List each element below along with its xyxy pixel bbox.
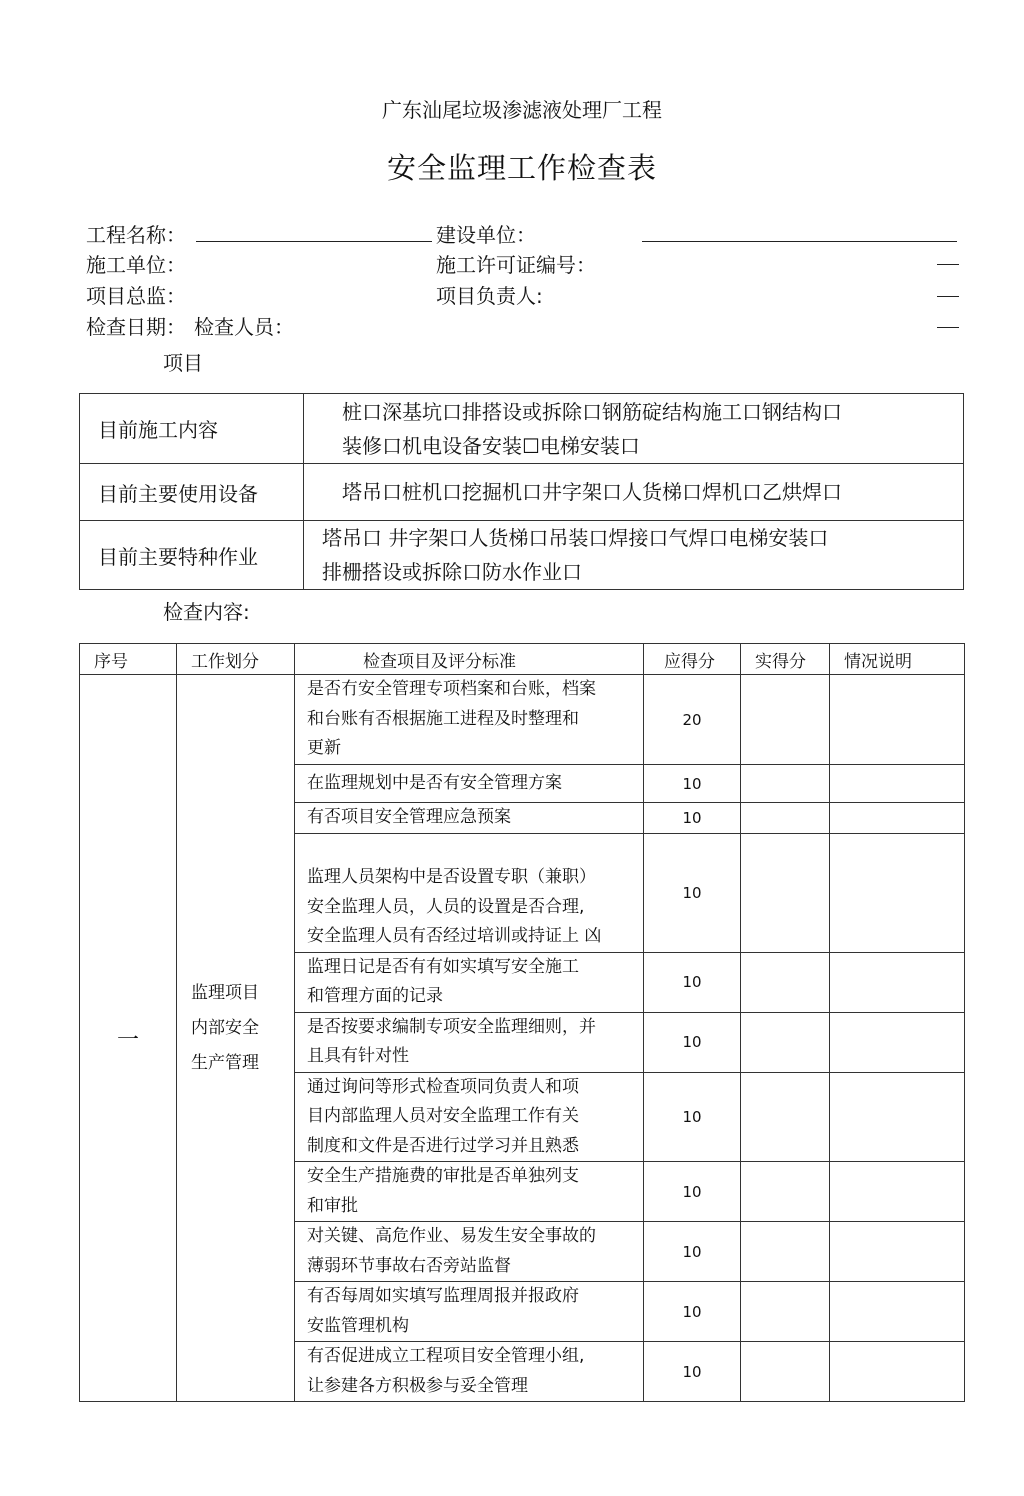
score-cell: 10 [644, 765, 741, 803]
dash-mark [937, 327, 959, 328]
score-cell: 20 [644, 675, 741, 765]
item-line: 安全监理人员，人员的设置是否合理, [307, 896, 585, 917]
header-note: 情况说明 [830, 644, 965, 675]
item-line: 安监管理机构 [307, 1315, 409, 1336]
info-line: 装修口机电设备安装☐电梯安装口 [342, 433, 640, 458]
item-line: 是否冇安全管理专项档案和台账，档案 [307, 679, 596, 700]
header-seq: 序号 [80, 644, 177, 675]
chief-supervisor-label: 项目总监： [86, 284, 186, 308]
project-name-blank[interactable] [196, 241, 432, 242]
actual-score-cell[interactable] [741, 1162, 830, 1222]
actual-score-cell[interactable] [741, 1072, 830, 1162]
dash-mark [937, 296, 959, 297]
division-line: 内部安全 [191, 1017, 259, 1038]
item-line: 有否每周如实填写监理周报并报政府 [307, 1286, 579, 1306]
actual-score-cell[interactable] [741, 765, 830, 803]
contractor-label: 施工单位： [86, 253, 186, 277]
info-value [304, 464, 964, 521]
item-line: 安全监理人员有否经过培训或持证上 凶 [307, 926, 602, 946]
score-cell: 10 [644, 833, 741, 952]
item-line: 制度和文件是否进行过学习并且熟悉 [307, 1135, 579, 1156]
note-cell[interactable] [830, 1162, 965, 1222]
seq-cell: 一 [80, 675, 177, 1402]
note-cell[interactable] [830, 1342, 965, 1402]
project-name-label: 工程名称： [86, 223, 186, 247]
note-cell[interactable] [830, 803, 965, 834]
actual-score-cell[interactable] [741, 1342, 830, 1402]
item-line: 且具有针对性 [307, 1046, 409, 1066]
info-line: 排栅搭设或拆除口防水作业口 [322, 560, 582, 584]
score-cell: 10 [644, 1012, 741, 1072]
current-status-table [79, 393, 964, 590]
score-cell: 10 [644, 803, 741, 834]
header-division: 工作划分 [177, 644, 295, 675]
item-line: 在监理规划中是否有安全管理方案 [307, 772, 562, 793]
item-line: 监理人员架构中是否设置专职（兼职） [307, 867, 596, 887]
check-item [295, 1072, 644, 1162]
check-item [295, 675, 644, 765]
score-cell: 10 [644, 1222, 741, 1282]
division-cell [177, 675, 295, 1402]
item-section-label: 项目 [163, 351, 203, 375]
table-row [80, 675, 965, 765]
item-line: 有否项目安全管理应急预案 [307, 807, 511, 827]
builder-blank[interactable] [642, 241, 957, 242]
header-actual: 实得分 [741, 644, 830, 675]
item-line: 目内部监理人员对安全监理工作有关 [307, 1106, 579, 1126]
info-row-special-work [80, 521, 964, 590]
actual-score-cell[interactable] [741, 803, 830, 834]
score-cell: 10 [644, 952, 741, 1012]
item-line: 通过询问等形式检查项同负责人和项 [307, 1076, 579, 1097]
note-cell[interactable] [830, 765, 965, 803]
permit-number-label: 施工许可证编号： [436, 253, 596, 277]
item-line: 监理日记是否有有如实填写安全施工 [307, 956, 579, 977]
note-cell[interactable] [830, 1222, 965, 1282]
item-line: 是否按要求编制专项安全监理细则，并 [307, 1016, 596, 1037]
score-cell: 10 [644, 1282, 741, 1342]
builder-label: 建设单位： [436, 223, 536, 247]
info-row-equipment [80, 464, 964, 521]
info-row-construction [80, 394, 964, 464]
check-item [295, 833, 644, 952]
header-item: 检查项目及评分标准 [295, 644, 644, 675]
project-manager-label: 项目负责人: [436, 284, 543, 308]
info-line: 塔吊口 井字架口人货梯口吊装口焊接口气焊口电梯安装口 [322, 526, 829, 550]
item-line: 和管理方面的记录 [307, 986, 443, 1006]
note-cell[interactable] [830, 1012, 965, 1072]
actual-score-cell[interactable] [741, 952, 830, 1012]
check-item [295, 1342, 644, 1402]
check-item [295, 765, 644, 803]
actual-score-cell[interactable] [741, 675, 830, 765]
item-line: 更新 [307, 738, 341, 759]
info-label: 目前主要特种作业 [80, 521, 304, 590]
score-cell: 10 [644, 1342, 741, 1402]
actual-score-cell[interactable] [741, 833, 830, 952]
division-line: 监理项目 [191, 982, 259, 1003]
header-score: 应得分 [644, 644, 741, 675]
info-label: 目前施工内容 [80, 394, 304, 464]
document-subtitle: 广东汕尾垃圾渗滤液处理厂工程 [382, 98, 662, 122]
item-line: 和审批 [307, 1195, 358, 1216]
info-value [304, 394, 964, 464]
checklist-table [79, 643, 965, 1402]
inspector-label: 检查人员： [194, 315, 294, 339]
division-line: 生产管理 [191, 1052, 259, 1073]
item-line: 薄弱环节事故右否旁站监督 [307, 1255, 511, 1276]
check-item [295, 1282, 644, 1342]
note-cell[interactable] [830, 675, 965, 765]
check-item [295, 952, 644, 1012]
table-header-row [80, 644, 965, 675]
item-line: 让参建各方积极参与妥全管理 [307, 1375, 528, 1396]
score-cell: 10 [644, 1162, 741, 1222]
check-content-label: 检查内容: [163, 600, 250, 624]
info-line: 塔吊口桩机口挖掘机口井字架口人货梯口焊机口乙烘焊口 [342, 480, 842, 504]
note-cell[interactable] [830, 833, 965, 952]
document-title: 安全监理工作检查表 [386, 151, 657, 185]
check-item [295, 803, 644, 834]
item-line: 有否促进成立工程项目安全管理小组, [307, 1346, 585, 1366]
check-item [295, 1162, 644, 1222]
actual-score-cell[interactable] [741, 1282, 830, 1342]
check-date-label: 检查日期： [86, 315, 186, 339]
item-line: 安全生产措施费的审批是否单独列支 [307, 1166, 579, 1186]
info-line: 桩口深基坑口排搭设或拆除口钢筋碇结构施工口钢结构口 [342, 399, 842, 424]
dash-mark [937, 264, 959, 265]
actual-score-cell[interactable] [741, 1012, 830, 1072]
note-cell[interactable] [830, 952, 965, 1012]
note-cell[interactable] [830, 1072, 965, 1162]
info-label: 目前主要使用设备 [80, 464, 304, 521]
note-cell[interactable] [830, 1282, 965, 1342]
item-line: 对关键、高危作业、易发生安全事故的 [307, 1226, 596, 1246]
info-value [304, 521, 964, 590]
item-line: 和台账有否根据施工进程及时整理和 [307, 708, 579, 729]
check-item [295, 1222, 644, 1282]
actual-score-cell[interactable] [741, 1222, 830, 1282]
score-cell: 10 [644, 1072, 741, 1162]
check-item [295, 1012, 644, 1072]
